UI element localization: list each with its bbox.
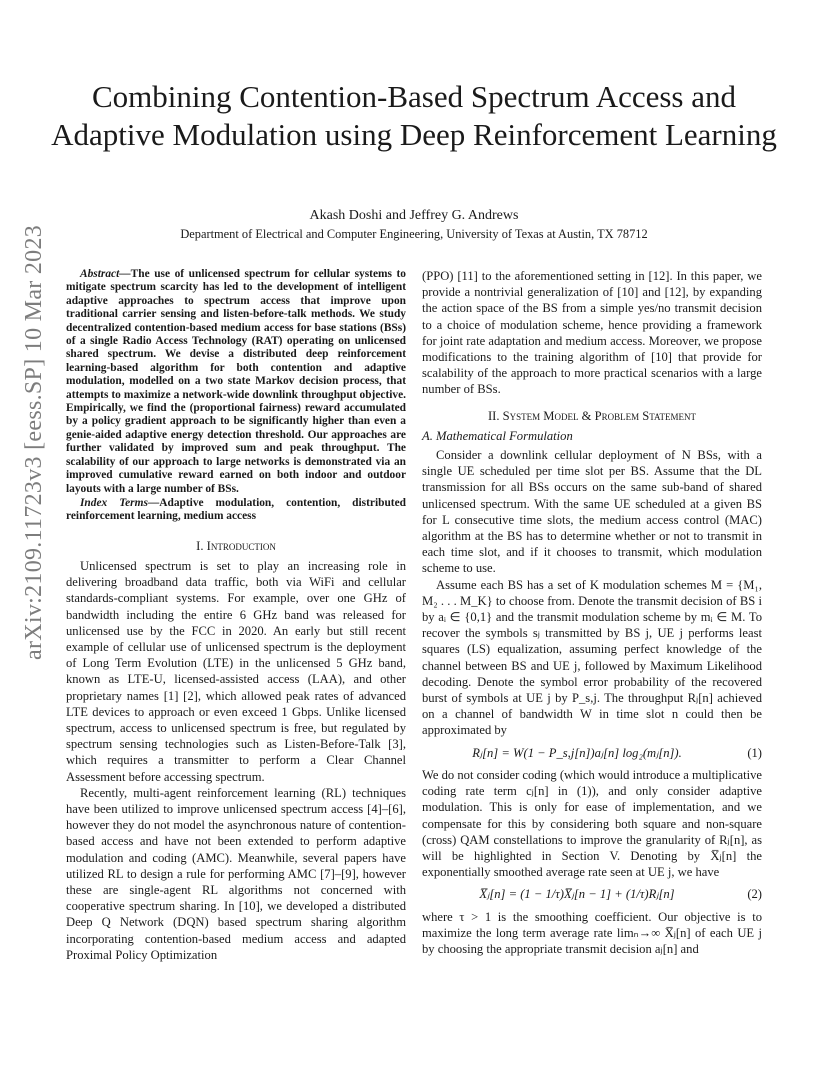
model-paragraph-1: Consider a downlink cellular deployment of N BSs, with a single UE scheduled per time slot per BS. Assume that the DL transmission for all BSs occurs on the same sub-band of shared unlicensed spectrum. With the same UE scheduled at a given BS for L consecutive time slots, the medium access control (MAC) algorithm at the BS has to determine whether or not to transmit in each time slot, and if it chooses to transmit, which modulation scheme to use.: [422, 448, 762, 576]
index-terms-label: Index Terms—: [80, 496, 160, 509]
intro-paragraph-2: Recently, multi-agent reinforcement learning (RL) techniques have been utilized to improve unlicensed spectrum access [4]–[6], however they do not model the asynchronous nature of contention-based access and have not been extended to perform adaptive modulation and coding (AMC). Meanwhile, several papers have utilized RL to design a rule for performing AMC [7]–[9], however these are single-agent RL algorithms not concerned with cooperative spectrum sharing. In [10], we developed a distributed Deep Q Network (DQN) based spectrum sharing algorithm incorporating contention-based medium access and adapted Proximal Policy Optimization: [66, 785, 406, 962]
intro-paragraph-3: (PPO) [11] to the aforementioned setting in [12]. In this paper, we provide a nontrivial generalization of [10] and [12], by expanding the action space of the BS from a simple yes/no transmit decision to a choice of modulation scheme, hence providing a framework for joint rate adaptation and medium access. Moreover, we propose modifications to the training algorithm of [10] that provide for scalability of the approach to more practical scenarios with a large number of BSs.: [422, 269, 762, 397]
equation-2-number: (2): [747, 887, 762, 902]
index-terms-text: Adaptive modulation, contention, distributed reinforcement learning, medium access: [66, 496, 406, 523]
abstract: [66, 268, 406, 496]
model-paragraph-4: where τ > 1 is the smoothing coefficient. Our objective is to maximize the long term average rate limₙ→∞ X̅ⱼ[n] of each UE j by choosing the appropriate transmit decision aⱼ[n] and: [422, 909, 762, 956]
equation-1: [422, 745, 762, 761]
section-heading-introduction: I. Introduction: [196, 538, 276, 553]
paper-affiliation: Department of Electrical and Computer Engineering, University of Texas at Austin, TX 78712: [180, 227, 648, 241]
intro-paragraph-1: Unlicensed spectrum is set to play an increasing role in delivering broadband data traffic, both via WiFi and cellular standards-compliant systems. For example, over one GHz of bandwidth including the entire 6 GHz band was released for unlicensed use by the FCC in 2020. An early but still recent example of cellular use of unlicensed spectrum is the deployment of Long Term Evolution (LTE) in the unlicensed 5 GHz band, known as LTE-U, licensed-assisted access (LAA), and other proprietary names [1] [2], which allowed peak rates of advanced LTE devices to approach or even exceed 1 Gbps. Unlike licensed spectrum, access to unlicensed spectrum is free, but regulated by spectrum sensing technologies such as Listen-Before-Talk [3], which requires a transmitter to perform a Clear Channel Assessment before accessing spectrum.: [66, 558, 406, 784]
equation-1-number: (1): [747, 745, 762, 760]
index-terms: [66, 497, 406, 524]
model-paragraph-3: We do not consider coding (which would introduce a multiplicative coding rate term cⱼ[n] in (1)), and only consider adaptive modulation. This is only for ease of implementation, and we compensate for this by considering both square and non-square (cross) QAM constellations to improve the granularity of Rⱼ[n], as will be highlighted in Section V. Denoting by X̅ⱼ[n] the exponentially smoothed average rate seen at UE j, we have: [422, 767, 762, 880]
equation-2-expression: X̅ⱼ[n] = (1 − 1/τ)X̅ⱼ[n − 1] + (1/τ)Rⱼ[n]: [479, 887, 675, 902]
abstract-label: Abstract—: [80, 268, 131, 280]
equation-1-expression: Rⱼ[n] = W(1 − P_s,j[n])aⱼ[n] log₂(mⱼ[n]).: [472, 745, 682, 760]
subsection-heading-formulation: A. Mathematical Formulation: [422, 428, 573, 443]
arxiv-stamp: arXiv:2109.11723v3 [eess.SP] 10 Mar 2023: [21, 224, 47, 660]
model-paragraph-2: Assume each BS has a set of K modulation schemes M = {M₁, M₂ . . . M_K} to choose from. Denote the transmit decision of BS i by aᵢ ∈ {0,1} and the transmit modulation scheme by mᵢ ∈ M. To recover the symbols sⱼ transmitted by BS j, UE j performs least squares (LS) equalization, assuming perfect knowledge of the channel between BS and UE j, followed by Maximum Likelihood decoding. Denote the symbol error probability of the recovered burst of symbols at UE j by P_s,j. The throughput Rⱼ[n] achieved on a channel of bandwidth W in time slot n could then be approximated by: [422, 577, 762, 738]
left-column: [66, 268, 406, 963]
paper-title: Combining Contention-Based Spectrum Access and Adaptive Modulation using Deep Reinforcement Learning: [51, 79, 777, 152]
equation-2: [422, 886, 762, 902]
right-column: [422, 268, 762, 957]
abstract-text: The use of unlicensed spectrum for cellular systems to mitigate spectrum scarcity has led to the development of intelligent adaptive approaches to spectrum access that improve upon traditional carrier sensing and listen-before-talk methods. We study decentralized contention-based medium access for base stations (BSs) of a single Radio Access Technology (RAT) operating on unlicensed shared spectrum. We devise a distributed deep reinforcement learning-based algorithm for both contention and adaptive modulation, modelled on a two state Markov decision process, that attempts to maximize a network-wide downlink throughput objective. Empirically, we find the (proportional fairness) reward accumulated by a policy gradient approach to be significantly higher than even a genie-aided adaptive energy detection threshold. Our approaches are further validated by improved sum and peak throughput. The scalability of our approach to large networks is demonstrated via an improved cumulative reward earned on both indoor and outdoor layouts with a large number of BSs.: [66, 268, 406, 495]
section-heading-system-model: II. System Model & Problem Statement: [487, 408, 697, 423]
paper-authors: Akash Doshi and Jeffrey G. Andrews: [309, 208, 519, 223]
